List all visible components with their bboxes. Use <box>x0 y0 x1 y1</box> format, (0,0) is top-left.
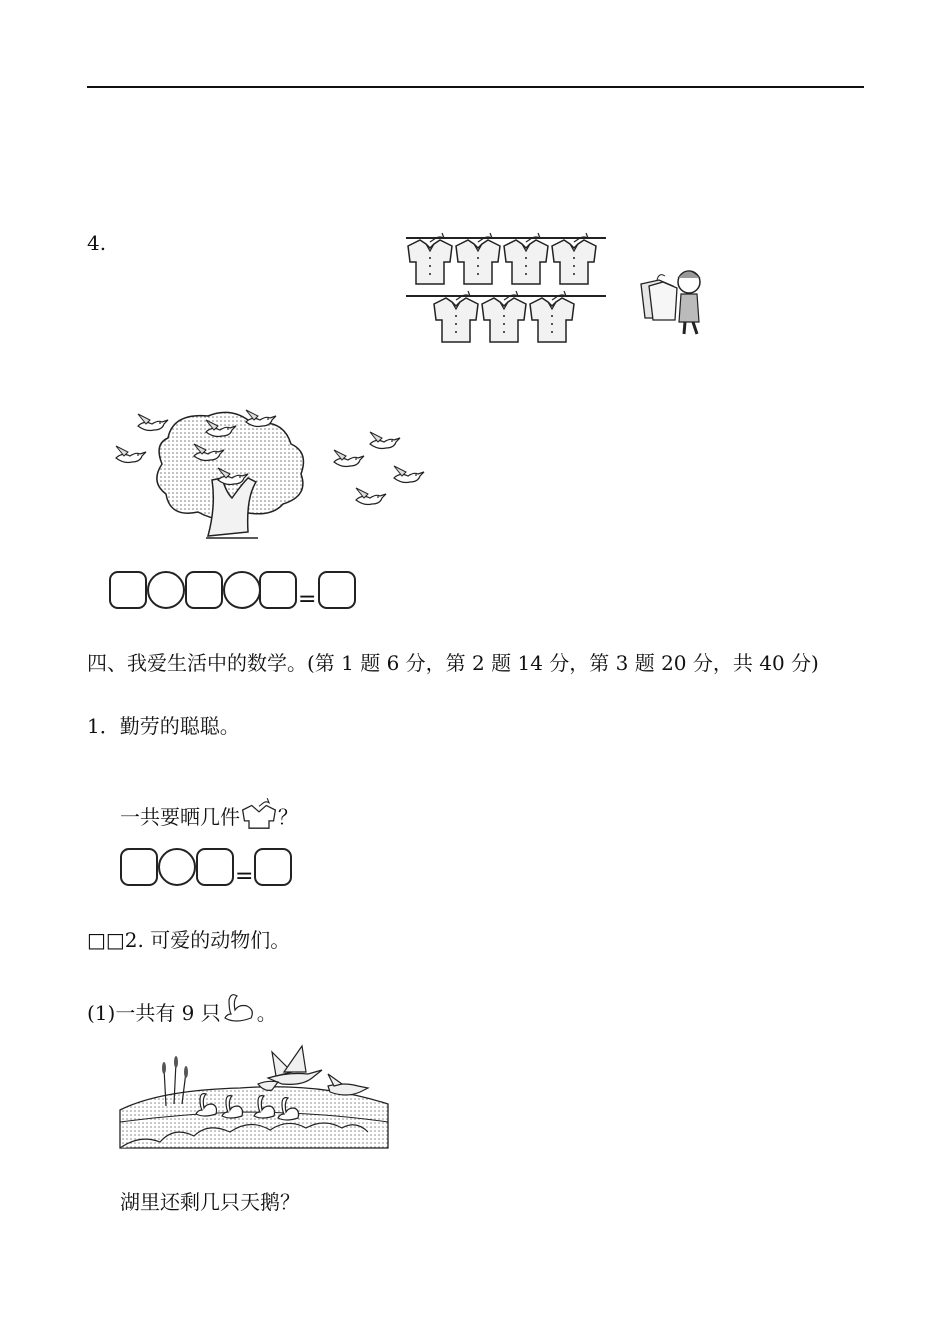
operator-circle[interactable] <box>223 571 261 609</box>
section-heading: 四、我爱生活中的数学。(第 1 题 6 分，第 2 题 14 分，第 3 题 20 分，共 40 分) <box>87 651 819 675</box>
problem-2-question: 湖里还剩几只天鹅？ <box>120 1190 300 1214</box>
problem-1-title: 1．勤劳的聪聪。 <box>87 714 240 738</box>
question-text: 一共要晒几件 <box>120 805 240 829</box>
question-4-number: 4. <box>87 231 107 255</box>
shirt-icon <box>456 233 500 284</box>
question-mark: ？ <box>278 805 298 829</box>
sub1-text: (1)一共有 9 只 <box>87 1001 221 1025</box>
tree-birds-illustration <box>108 408 438 543</box>
problem-2-title: □□2. 可爱的动物们。 <box>87 928 291 952</box>
shirt-icon <box>408 233 452 284</box>
answer-box[interactable] <box>318 571 356 609</box>
equals-sign: = <box>235 864 254 889</box>
problem-2-sub1 <box>87 990 277 1025</box>
bird-icon <box>138 414 168 431</box>
sub1-period: 。 <box>256 1001 277 1025</box>
answer-box[interactable] <box>254 848 292 886</box>
boy-icon <box>641 271 700 334</box>
answer-box[interactable] <box>259 571 297 609</box>
bird-icon <box>356 488 386 505</box>
lake-swans-illustration <box>118 1038 390 1150</box>
clothesline-illustration <box>404 232 724 347</box>
bird-icon <box>394 466 424 483</box>
shirt-icon <box>434 291 478 342</box>
shirt-icon <box>504 233 548 284</box>
top-rule <box>87 86 864 88</box>
shirt-icon <box>240 790 278 830</box>
shirt-icon <box>482 291 526 342</box>
equals-sign: = <box>298 587 317 612</box>
swan-icon <box>221 990 257 1024</box>
shirt-icon <box>530 291 574 342</box>
problem-1-question <box>120 790 298 830</box>
answer-box[interactable] <box>109 571 147 609</box>
goose-icon <box>258 1046 368 1095</box>
answer-box[interactable] <box>120 848 158 886</box>
shirt-icon <box>552 233 596 284</box>
operator-circle[interactable] <box>147 571 185 609</box>
bird-icon <box>334 450 364 467</box>
answer-box[interactable] <box>196 848 234 886</box>
bird-icon <box>116 446 146 463</box>
bird-icon <box>370 432 400 449</box>
operator-circle[interactable] <box>158 848 196 886</box>
answer-box[interactable] <box>185 571 223 609</box>
